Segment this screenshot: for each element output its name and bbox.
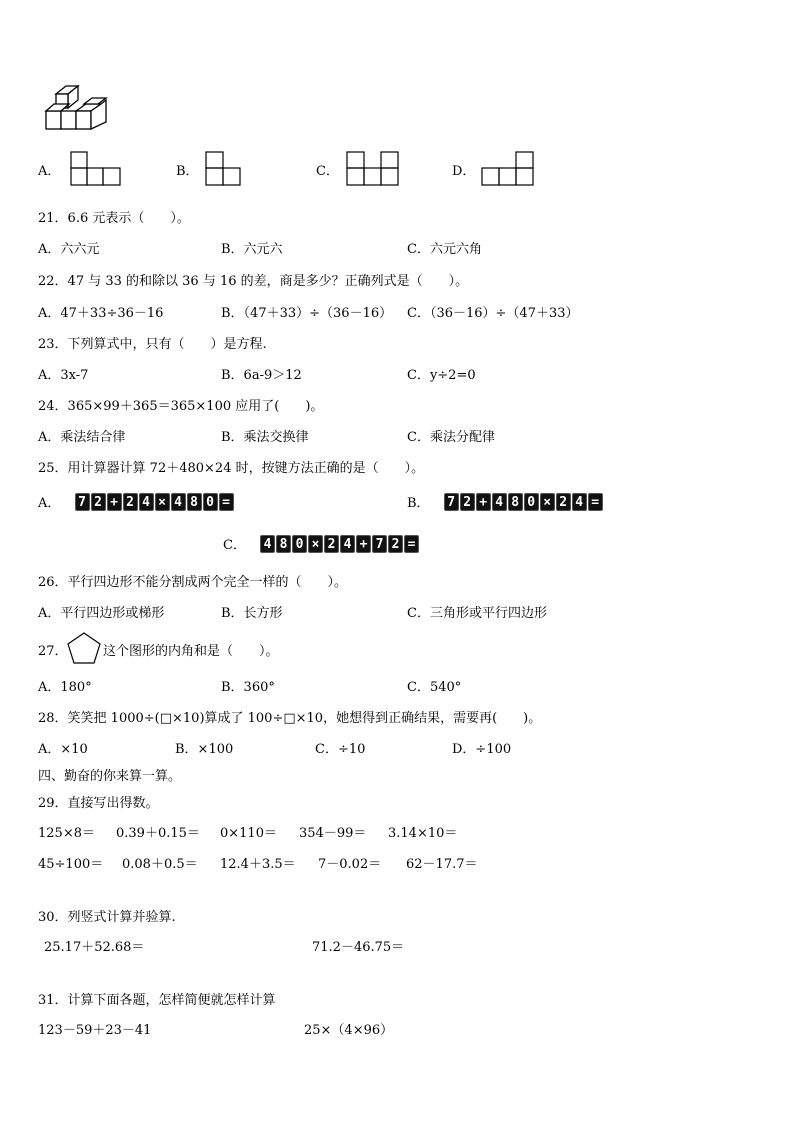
q28-option-d[interactable]: D．÷100 <box>452 742 512 757</box>
q20-view-b <box>205 151 243 187</box>
q26-stem: 26．平行四边形不能分割成两个完全一样的（ ）。 <box>38 575 348 590</box>
calculator-key: = <box>404 535 419 553</box>
calculator-key: 8 <box>508 493 523 511</box>
q21-option-c[interactable]: C．六元六角 <box>407 242 482 257</box>
q29-item: 0.39＋0.15＝ <box>116 826 200 841</box>
q31-item: 25×（4×96） <box>304 1023 394 1038</box>
pentagon-icon <box>66 631 102 665</box>
q24-option-b[interactable]: B．乘法交换律 <box>221 430 309 445</box>
q25-option-c[interactable] <box>223 534 420 553</box>
calculator-key: = <box>588 493 603 511</box>
q20-view-d <box>481 151 535 187</box>
q29-item: 7－0.02＝ <box>318 857 382 872</box>
q27-option-c[interactable]: C．540° <box>407 680 462 695</box>
section-title: 四、勤奋的你来算一算。 <box>38 769 182 784</box>
q23-stem: 23．下列算式中，只有（ ）是方程. <box>38 337 267 352</box>
q29-item: 354－99＝ <box>299 826 367 841</box>
calculator-key: 7 <box>444 493 459 511</box>
q27-option-a[interactable]: A．180° <box>38 680 92 695</box>
q29-item: 0.08＋0.5＝ <box>122 857 198 872</box>
calculator-key: 8 <box>276 535 291 553</box>
q31-stem: 31．计算下面各题，怎样简便就怎样计算 <box>38 993 276 1008</box>
q20-option-d[interactable] <box>452 160 475 179</box>
q29-stem: 29．直接写出得数。 <box>38 796 159 811</box>
calculator-key: 7 <box>75 493 90 511</box>
calculator-key: 4 <box>340 535 355 553</box>
q20-view-a <box>70 151 122 187</box>
q29-item: 3.14×10＝ <box>388 826 458 841</box>
q25-option-c-label: C． <box>223 538 246 553</box>
calculator-key: + <box>356 535 371 553</box>
q20-option-c-label: C． <box>316 164 339 179</box>
calculator-key: 4 <box>260 535 275 553</box>
q26-option-b[interactable]: B．长方形 <box>221 606 283 621</box>
calculator-key: × <box>308 535 323 553</box>
q29-item: 125×8＝ <box>38 826 95 841</box>
calculator-key: + <box>476 493 491 511</box>
q29-item: 12.4＋3.5＝ <box>220 857 296 872</box>
calculator-key: × <box>540 493 555 511</box>
q22-option-b[interactable]: B．（47＋33）÷（36－16） <box>221 306 393 321</box>
q20-option-d-label: D． <box>452 164 476 179</box>
q22-option-a[interactable]: A．47＋33÷36－16 <box>38 306 164 321</box>
q24-stem: 24．365×99＋365＝365×100 应用了( )。 <box>38 399 324 414</box>
calculator-key: 2 <box>556 493 571 511</box>
calculator-key: × <box>155 493 170 511</box>
calculator-key: 0 <box>524 493 539 511</box>
calculator-key: 4 <box>171 493 186 511</box>
calculator-key: + <box>107 493 122 511</box>
q27-number: 27． <box>38 644 68 659</box>
q31-item: 123－59＋23－41 <box>38 1023 152 1038</box>
q26-option-a[interactable]: A．平行四边形或梯形 <box>38 606 165 621</box>
q25-option-a[interactable] <box>38 492 235 511</box>
q26-option-c[interactable]: C．三角形或平行四边形 <box>407 606 547 621</box>
calculator-key: 2 <box>324 535 339 553</box>
calculator-key: 4 <box>139 493 154 511</box>
q22-stem: 22．47 与 33 的和除以 36 与 16 的差，商是多少？正确列式是（ ）。 <box>38 274 469 289</box>
calculator-key: 2 <box>123 493 138 511</box>
q20-option-a-label: A． <box>38 164 61 179</box>
q24-option-c[interactable]: C．乘法分配律 <box>407 430 495 445</box>
q27-option-b[interactable]: B．360° <box>221 680 275 695</box>
q23-option-a[interactable]: A．3x-7 <box>38 368 89 383</box>
q30-item: 71.2－46.75＝ <box>312 940 405 955</box>
q20-option-c[interactable] <box>316 160 339 179</box>
q29-item: 0×110＝ <box>220 826 277 841</box>
q24-option-a[interactable]: A．乘法结合律 <box>38 430 126 445</box>
q29-item: 45÷100＝ <box>38 857 104 872</box>
q30-stem: 30．列竖式计算并验算. <box>38 910 176 925</box>
q28-option-a[interactable]: A．×10 <box>38 742 88 757</box>
calculator-key: 2 <box>460 493 475 511</box>
q20-option-b-label: B． <box>176 164 199 179</box>
calculator-key: 0 <box>203 493 218 511</box>
q21-option-b[interactable]: B．六元六 <box>221 242 283 257</box>
q23-option-b[interactable]: B．6a-9＞12 <box>221 368 302 383</box>
q25-option-b-keys <box>444 493 604 511</box>
q29-item: 62－17.7＝ <box>406 857 478 872</box>
q20-option-a[interactable] <box>38 160 60 179</box>
cube-figure <box>42 84 112 134</box>
calculator-key: 0 <box>292 535 307 553</box>
calculator-key: = <box>219 493 234 511</box>
q25-option-c-keys <box>260 535 420 553</box>
q25-option-b[interactable] <box>407 492 604 511</box>
q28-option-b[interactable]: B．×100 <box>175 742 234 757</box>
q28-option-c[interactable]: C．÷10 <box>315 742 366 757</box>
q27-stem: 这个图形的内角和是（ ）。 <box>103 644 279 659</box>
q20-view-c <box>346 151 400 187</box>
q25-option-b-label: B． <box>407 496 430 511</box>
calculator-key: 2 <box>91 493 106 511</box>
calculator-key: 4 <box>572 493 587 511</box>
q21-option-a[interactable]: A．六六元 <box>38 242 100 257</box>
q22-option-c[interactable]: C．（36－16）÷（47＋33） <box>407 306 579 321</box>
calculator-key: 8 <box>187 493 202 511</box>
q30-item: 25.17＋52.68＝ <box>44 940 145 955</box>
q25-option-a-label: A． <box>38 496 61 511</box>
calculator-key: 4 <box>492 493 507 511</box>
calculator-key: 7 <box>372 535 387 553</box>
q25-stem: 25．用计算器计算 72＋480×24 时，按键方法正确的是（ ）。 <box>38 461 425 476</box>
q20-option-b[interactable] <box>176 160 199 179</box>
q25-option-a-keys <box>75 493 235 511</box>
q21-stem: 21．6.6 元表示（ ）。 <box>38 211 190 226</box>
q23-option-c[interactable]: C．y÷2=0 <box>407 368 476 383</box>
q28-stem: 28．笑笑把 1000÷(□×10)算成了 100÷□×10，她想得到正确结果，需要再( )。 <box>38 711 542 726</box>
calculator-key: 2 <box>388 535 403 553</box>
